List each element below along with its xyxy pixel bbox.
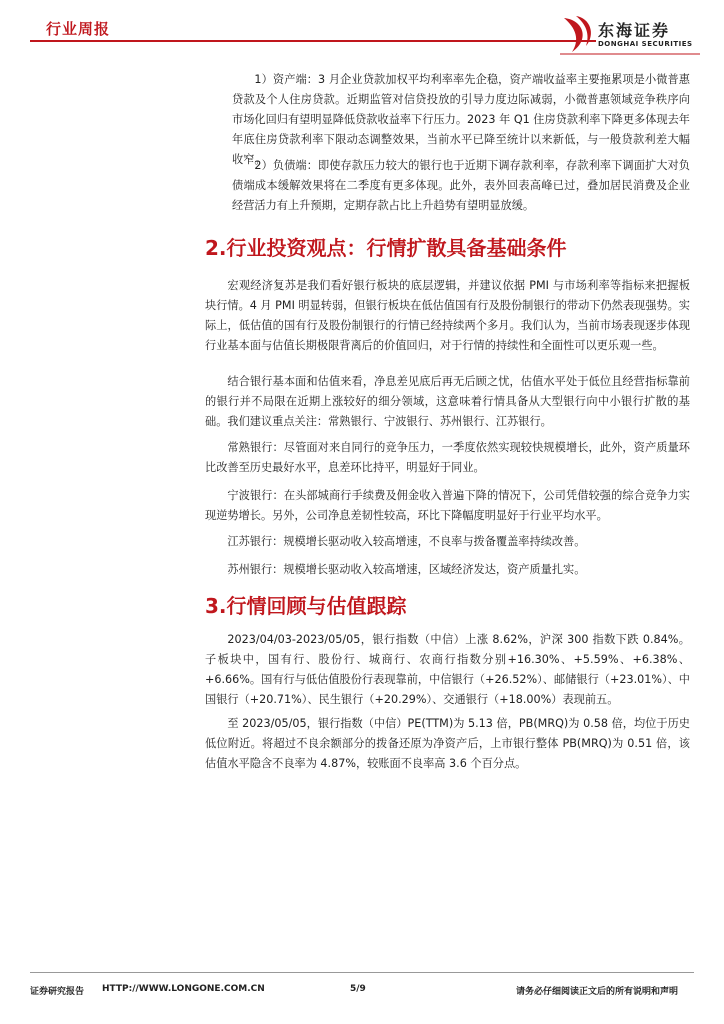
page-header <box>0 0 724 64</box>
footer-divider <box>30 972 694 973</box>
valuation-paragraph: 至 2023/05/05，银行指数（中信）PE(TTM)为 5.13 倍，PB(MRQ)为 0.58 倍，均位于历史低位附近。将超过不良余额部分的拨备还原为净资产后，上市银行整体 PB(MRQ)为 0.51 倍，该估值水平隐含不良率为 4.87%，较账面不良率高 3.6 个百分点。 <box>205 717 690 770</box>
footer-disclaimer: 请务必仔细阅读正文后的所有说明和声明 <box>516 987 679 997</box>
asset-side-paragraph: 1）资产端：3 月企业贷款加权平均利率率先企稳，资产端收益率主要拖累项是小微普惠贷款及个人住房贷款。近期监管对信贷投放的引导力度边际减弱，小微普惠领域竞争秩序向市场化回归有望明显降低贷款收益率下行压力。2023 年 Q1 住房贷款利率下降更多体现去年年底住房贷款利率下限动态调整效果，当前水平已降至统计以来新低，与一般贷款利差大幅收窄。 <box>232 73 690 166</box>
page-number: 5/9 <box>350 984 366 994</box>
jiangsu-bank-paragraph: 江苏银行：规模增长驱动收入较高增速，不良率与拨备覆盖率持续改善。 <box>227 535 586 548</box>
market-review-paragraph: 2023/04/03-2023/05/05，银行指数（中信）上涨 8.62%，沪深 300 指数下跌 0.84%。子板块中，国有行、股份行、城商行、农商行指数分别+16.30%、+5.59%、+6.38%、+6.66%。国有行与低估值股份行表现靠前，中信银行（+26.52%）、邮储银行（+23.01%）、中国银行（+20.71%）、民生银行（+20.29%）、交通银行（+18.00%）表现前五。 <box>205 633 690 706</box>
footer-report-label: 证券研究报告 <box>30 987 85 997</box>
macro-view-paragraph: 宏观经济复苏是我们看好银行板块的底层逻辑，并建议依据 PMI 与市场利率等指标来把握板块行情。4 月 PMI 明显转弱，但银行板块在低估值国有行及股份制银行的带动下仍然表现强势。实际上，低估值的国有行及股份制银行的行情已经持续两个多月。我们认为，当前市场表现逐步体现行业基本面与估值长期极限背离后的价值回归，对于行情的持续性和全面性可以更乐观一些。 <box>205 279 690 352</box>
ningbo-bank-paragraph: 宁波银行：在头部城商行手续费及佣金收入普遍下降的情况下，公司凭借较强的综合竞争力实现逆势增长。另外，公司净息差韧性较高，环比下降幅度明显好于行业平均水平。 <box>205 489 690 522</box>
footer-website-link[interactable]: HTTP://WWW.LONGONE.COM.CN <box>102 984 265 994</box>
report-type-label: 行业周报 <box>46 20 111 38</box>
logo-chinese-name: 东海证券 <box>596 18 672 41</box>
section-3-title: 3.行情回顾与估值跟踪 <box>205 594 407 618</box>
suzhou-bank-paragraph: 苏州银行：规模增长驱动收入较高增速，区域经济发达，资产质量扎实。 <box>227 563 586 576</box>
brand-logo <box>556 10 706 58</box>
focus-banks-paragraph: 结合银行基本面和估值来看，净息差见底后再无后顾之忧，估值水平处于低位且经营指标靠前的银行并不局限在近期上涨较好的细分领域，这意味着行情具备从大型银行向中小银行扩散的基础。我们建议重点关注：常熟银行、宁波银行、苏州银行、江苏银行。 <box>205 375 690 428</box>
changshu-bank-paragraph: 常熟银行：尽管面对来自同行的竞争压力，一季度依然实现较快规模增长，此外，资产质量环比改善至历史最好水平，息差环比持平，明显好于同业。 <box>205 441 690 474</box>
logo-english-name: DONGHAI SECURITIES <box>598 40 693 48</box>
section-2-title: 2.行业投资观点：行情扩散具备基础条件 <box>205 236 567 260</box>
liability-side-paragraph: 2）负债端：即使存款压力较大的银行也于近期下调存款利率，存款利率下调面扩大对负债端成本缓解效果将在二季度有更多体现。此外，表外回表高峰已过，叠加居民消费及企业经营活力有上升预期，定期存款占比上升趋势有望明显放缓。 <box>232 159 690 212</box>
